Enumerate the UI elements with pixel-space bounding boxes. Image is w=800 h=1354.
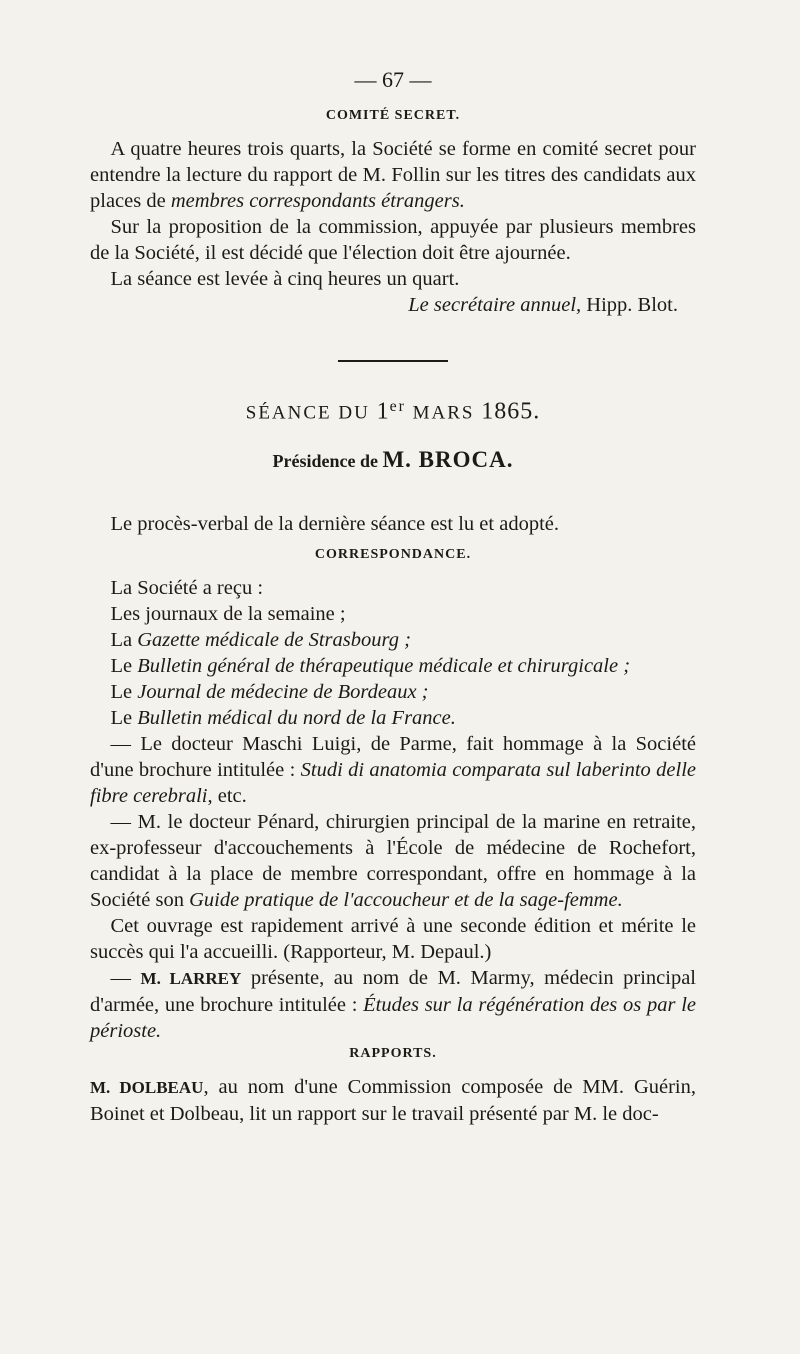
journal-item-1: La Gazette médicale de Strasbourg ; <box>110 629 411 652</box>
seance-heading: SÉANCE DU 1er MARS 1865. <box>245 398 541 425</box>
rapports-heading: RAPPORTS. <box>349 1046 437 1062</box>
journal-item-3: Le Journal de médecine de Bordeaux ; <box>110 681 429 704</box>
presidence-heading: Présidence de M. BROCA. <box>272 447 514 473</box>
section-divider <box>338 360 448 362</box>
journal-item-2: Le Bulletin général de thérapeutique médicale et chirurgicale ; <box>110 655 631 678</box>
comite-secret-heading: COMITÉ SECRET. <box>325 108 461 123</box>
larrey-paragraph: — M. LARREY présente, au nom de M. Marmy, médecin principal d'armée, une brochure intitulée : Études sur la régénération des os par le périoste. <box>90 967 696 1043</box>
comite-paragraph-3: La séance est levée à cinq heures un quart. <box>110 268 460 290</box>
signature: Le secrétaire annuel, Hipp. Blot. <box>408 294 678 316</box>
proces-verbal: Le procès-verbal de la dernière séance est lu et adopté. <box>110 513 559 536</box>
maschi-paragraph: — Le docteur Maschi Luigi, de Parme, fait hommage à la Société d'une brochure intitulée : Studi di anatomia comparata sul laberinto delle fibre cerebrali, etc. <box>90 733 696 808</box>
penard-paragraph: — M. le docteur Pénard, chirurgien principal de la marine en retraite, ex-professeur d'accouchements à l'École de médecine de Rochefort, candidat à la place de membre correspondant, offre en hommage à la Société son Guide pratique de l'accoucheur et de la sage-femme. <box>90 811 696 912</box>
page-number: — 67 — <box>354 67 432 92</box>
comite-paragraph-2: Sur la proposition de la commission, appuyée par plusieurs membres de la Société, il est décidé que l'élection doit être ajournée. <box>90 216 696 264</box>
journaux-line: Les journaux de la semaine ; <box>110 603 346 626</box>
correspondance-heading: CORRESPONDANCE. <box>314 547 472 563</box>
comite-paragraph-1: A quatre heures trois quarts, la Société se forme en comité secret pour entendre la lecture du rapport de M. Follin sur les titres des candidats aux places de membres correspondants étrangers. <box>90 138 696 212</box>
dolbeau-paragraph: M. DOLBEAU, au nom d'une Commission composée de MM. Guérin, Boinet et Dolbeau, lit un rapport sur le travail présenté par M. le doc- <box>90 1076 696 1126</box>
recu-line: La Société a reçu : <box>110 577 264 600</box>
journal-item-4: Le Bulletin médical du nord de la France. <box>110 707 456 730</box>
ouvrage-paragraph: Cet ouvrage est rapidement arrivé à une seconde édition et mérite le succès qui l'a accueilli. (Rapporteur, M. Depaul.) <box>90 915 696 964</box>
